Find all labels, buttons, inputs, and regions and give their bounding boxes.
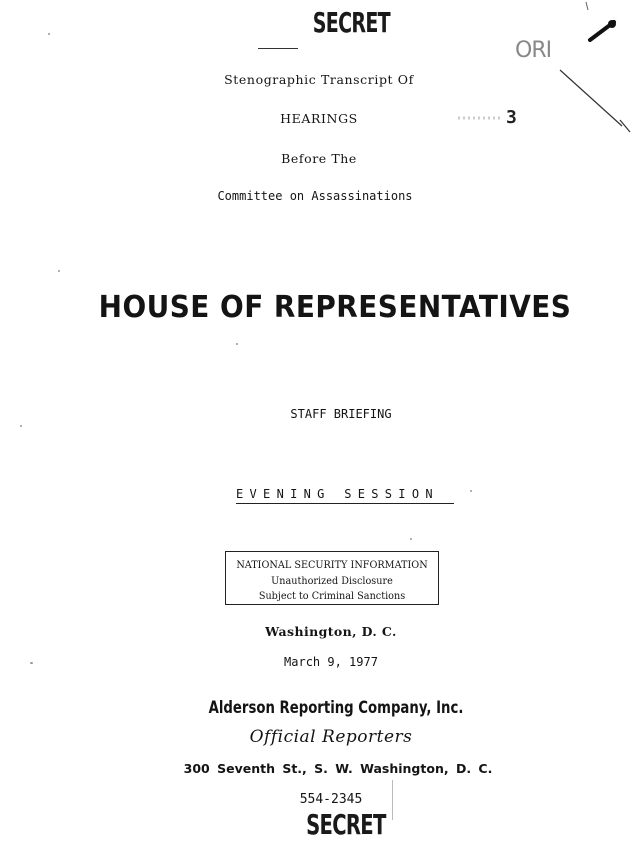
- committee-heading: Committee on Assassinations: [217, 189, 413, 203]
- security-notice-line: Subject to Criminal Sanctions: [258, 590, 406, 602]
- document-title: HOUSE OF REPRESENTATIVES: [98, 290, 572, 325]
- transcript-heading: Stenographic Transcript Of: [224, 72, 414, 87]
- corner-mark: ORI: [515, 38, 552, 63]
- session-label: EVENING SESSION: [236, 487, 454, 504]
- classification-stamp-top: SECRET: [312, 6, 390, 39]
- hearings-heading: HEARINGS: [280, 111, 358, 126]
- security-notice-box: [225, 551, 439, 605]
- company-phone: 554-2345: [299, 792, 363, 807]
- security-notice-line: Unauthorized Disclosure: [271, 574, 393, 587]
- scan-speck: [236, 343, 238, 345]
- scan-speck: [410, 538, 412, 540]
- scan-line: [392, 780, 393, 820]
- location-text: Washington, D. C.: [265, 624, 397, 639]
- before-the-heading: Before The: [281, 151, 357, 166]
- copy-number: 3: [506, 107, 517, 128]
- scan-speck: [48, 33, 50, 35]
- company-address: 300 Seventh St., S. W. Washington, D. C.: [183, 761, 493, 776]
- official-reporters-text: Official Reporters: [249, 727, 413, 747]
- security-notice-line: NATIONAL SECURITY INFORMATION: [236, 559, 428, 571]
- scan-speck: [58, 270, 60, 272]
- staff-briefing-label: STAFF BRIEFING: [290, 407, 392, 421]
- scan-speck: [20, 425, 22, 427]
- scan-speck: [470, 490, 472, 492]
- scan-speck: [30, 662, 33, 664]
- date-text: March 9, 1977: [284, 655, 378, 669]
- company-name: Alderson Reporting Company, Inc.: [208, 698, 464, 718]
- classification-stamp-bottom: SECRET: [306, 808, 386, 841]
